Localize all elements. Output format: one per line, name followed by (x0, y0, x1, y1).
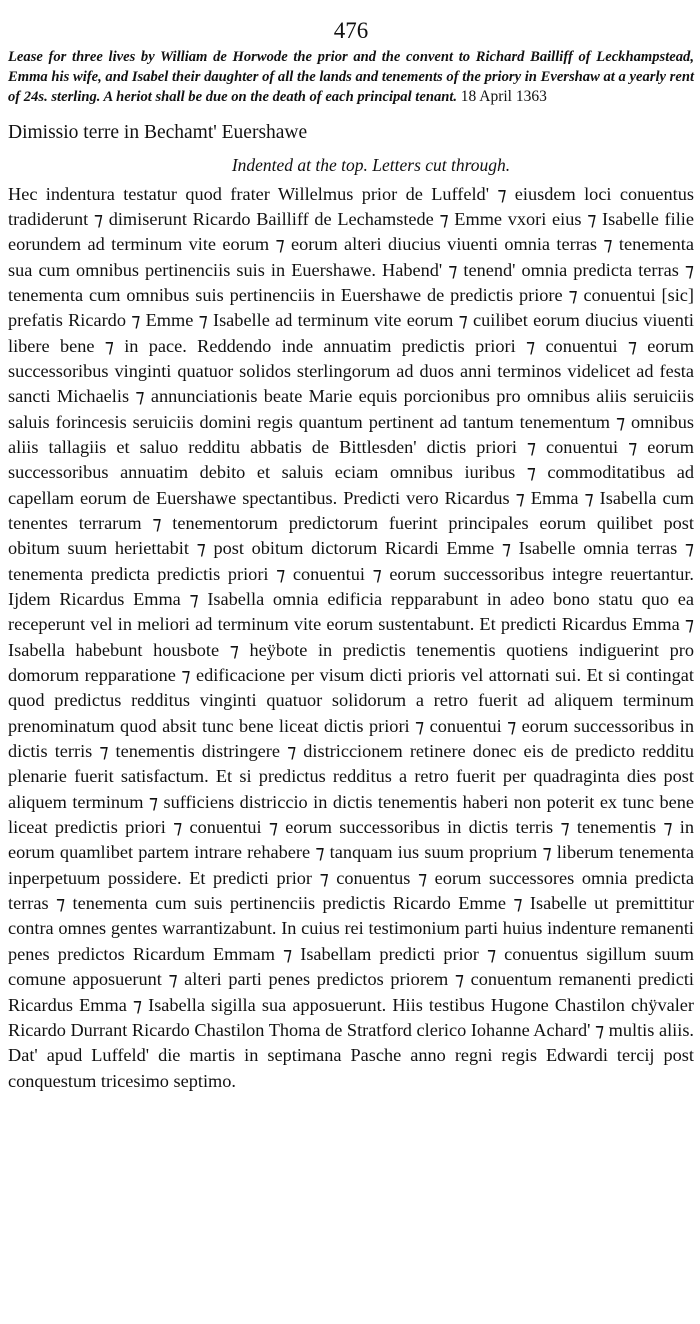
page-number: 476 (333, 18, 369, 43)
summary-text: Lease for three lives by William de Horwode the prior and the convent to Richard Bailliff of Leckhampstead, Emma his wife, and Isabel their daughter of all the lands and tenements of the priory in Evershaw at a yearly rent of 24s. sterling. A heriot shall be due on the death of each principal tenant. (8, 49, 694, 105)
document-page (8, 18, 694, 1094)
document-date: 18 April 1363 (460, 88, 547, 105)
editorial-note: Indented at the top. Letters cut through. (231, 154, 511, 175)
document-heading: Dimissio terre in Bechamt' Euershawe (8, 121, 308, 143)
document-summary (8, 48, 694, 108)
document-body: Hec indentura testatur quod frater Willelmus prior de Luffeld' ⁊ eiusdem loci conuentus tradiderunt ⁊ dimiserunt Ricardo Bailliff de Lechamstede ⁊ Emme vxori eius ⁊ Isabelle filie eorundem ad terminum vite eorum ⁊ eorum alteri diucius viuenti omnia terras ⁊ tenementa sua cum omnibus pertinenciis suis in Euershawe. Habend' ⁊ tenend' omnia predicta terras ⁊ tenementa cum omnibus suis pertinenciis in Euershawe de predictis priore ⁊ conuentui [sic] prefatis Ricardo ⁊ Emme ⁊ Isabelle ad terminum vite eorum ⁊ cuilibet eorum diucius viuenti libere bene ⁊ in pace. Reddendo inde annuatim predictis priori ⁊ conuentui ⁊ eorum successoribus vinginti quatuor solidos sterlingorum ad duos anni terminos videlicet ad festa sancti Michaelis ⁊ annunciationis beate Marie equis porcionibus pro omnibus aliis seruiciis saluis forincesis seruiciis domini regis quantum pertinent ad tantum tenementum ⁊ omnibus aliis tallagiis et saluo redditu abbatis de Bittlesden' dictis priori ⁊ conuentui ⁊ eorum successoribus annuatim debito et saluis eciam omnibus iuribus ⁊ commoditatibus ad capellam eorum de Euershawe spectantibus. Predicti vero Ricardus ⁊ Emma ⁊ Isabella cum tenentes terrarum ⁊ tenementorum predictorum fuerint principales eorum quilibet post obitum suum heriettabit ⁊ post obitum dictorum Ricardi Emme ⁊ Isabelle omnia terras ⁊ tenementa predicta predictis priori ⁊ conuentui ⁊ eorum successoribus integre reuertantur. Ijdem Ricardus Emma ⁊ Isabella omnia edificia repparabunt in adeo bono statu quo ea receperunt vel in meliori ad terminum vite eorum sustentabunt. Et predicti Ricardus Emma ⁊ Isabella habebunt housbote ⁊ heÿbote in predictis tenementis quotiens indiguerint pro domorum repparatione ⁊ edificacione per visum dicti prioris vel attornati sui. Et si contingat quod predictus redditus vinginti quatuor solidorum a retro fuerit ad aliquem terminum prenominatum quod absit tunc bene liceat dictis priori ⁊ conuentui ⁊ eorum successoribus in dictis terris ⁊ tenementis distringere ⁊ districcionem retinere donec eis de predicto redditu plenarie fuerit satisfactum. Et si predictus redditus a retro fuerit per quadraginta dies post aliquem terminum ⁊ sufficiens districcio in dictis tenementis haberi non poterit ex tunc bene liceat predictis priori ⁊ conuentui ⁊ eorum successoribus in dictis terris ⁊ tenementis ⁊ in eorum quamlibet partem intrare rehabere ⁊ tanquam ius suum proprium ⁊ liberum tenementa inperpetuum possidere. Et predicti prior ⁊ conuentus ⁊ eorum successores omnia predicta terras ⁊ tenementa cum suis pertinenciis predictis Ricardo Emme ⁊ Isabelle ut premittitur contra omnes gentes warrantizabunt. In cuius rei testimonium parti huius indenture remanenti penes predictos Ricardum Emmam ⁊ Isabellam predicti prior ⁊ conuentus sigillum suum comune apposuerunt ⁊ alteri parti penes predictos priorem ⁊ conuentum remanenti predicti Ricardus Emma ⁊ Isabella sigilla sua apposuerunt. Hiis testibus Hugone Chastilon chÿvaler Ricardo Durrant Ricardo Chastilon Thoma de Stratford clerico Iohanne Achard' ⁊ multis aliis. Dat' apud Luffeld' die martis in septimana Pasche anno regni regis Edwardi tercij post conquestum tricesimo septimo. (8, 183, 694, 1091)
